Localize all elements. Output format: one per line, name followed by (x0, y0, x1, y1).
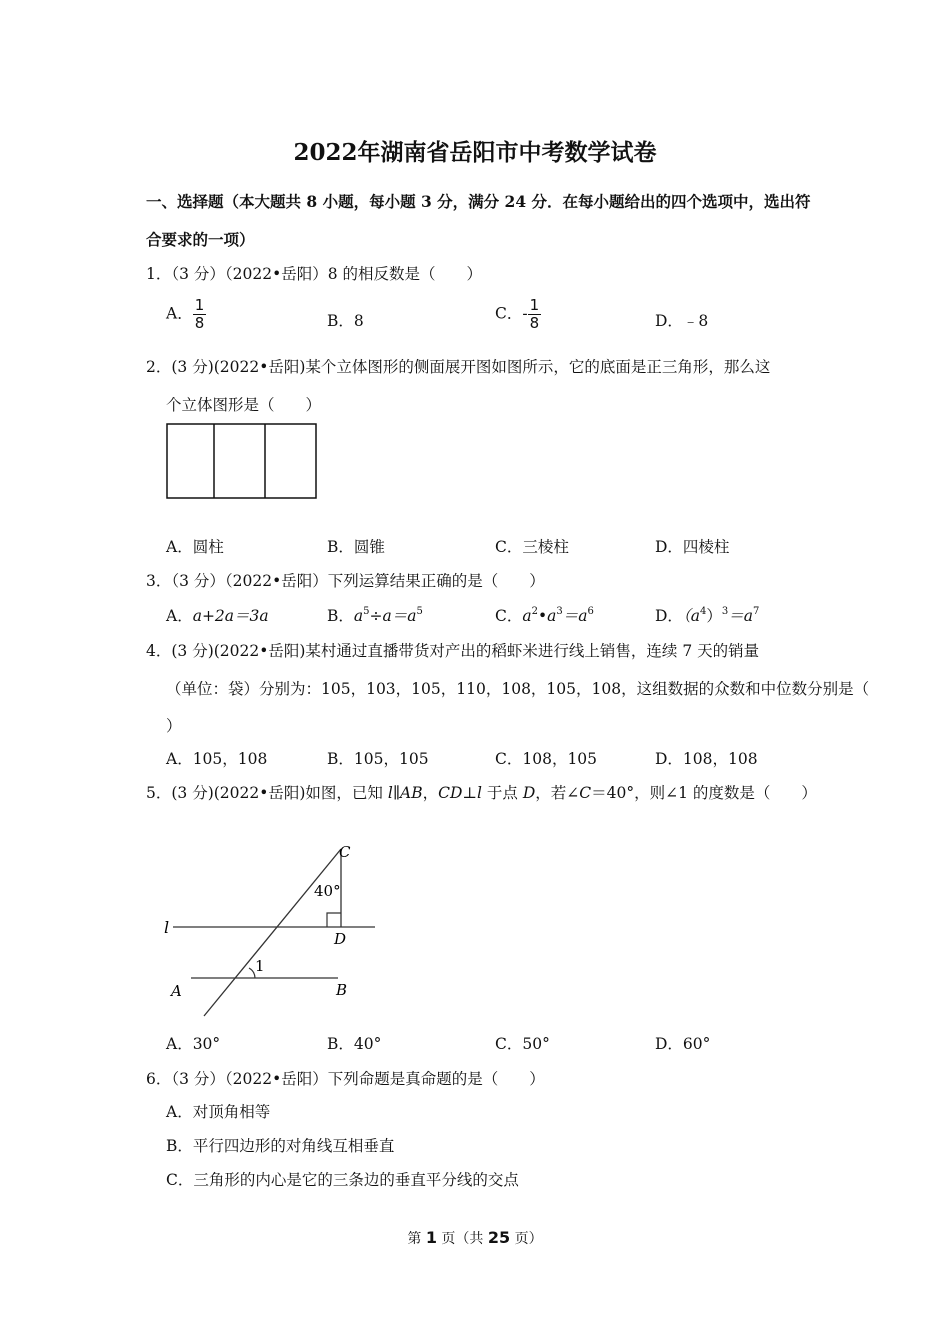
footer-total-pages: 25 (487, 1228, 511, 1247)
label-l: l (164, 918, 170, 937)
q1-option-a (166, 297, 206, 332)
section-heading-line1: 一、选择题（本大题共 8 小题，每小题 3 分，满分 24 分．在每小题给出的四个选项中，选出符 (146, 192, 811, 211)
q3-option-a (166, 604, 269, 626)
q2-net-figure (165, 422, 319, 500)
right-angle-mark (327, 913, 341, 927)
q3-d-eq: ＝a (728, 607, 753, 625)
q4-stem-line1: 4．(3 分)(2022•岳阳)某村通过直播带货对产出的稻虾米进行线上销售，连续 7 天的销量 (146, 642, 760, 660)
q6-option-c: C．三角形的内心是它的三条边的垂直平分线的交点 (166, 1171, 519, 1189)
q4-option-b: B．105，105 (327, 750, 429, 768)
q5-stem-c: C (579, 784, 592, 802)
q3-b-exp2: 5 (416, 606, 423, 617)
q5-stem-end: ＝40°，则∠1 的度数是（ ） (591, 784, 817, 802)
q2-option-a: A．圆柱 (166, 538, 224, 556)
q3-d-open: （a (682, 607, 700, 625)
q3-d-exp1: 4 (699, 606, 707, 617)
footer-post: 页） (510, 1231, 543, 1247)
q4-option-a: A．105，108 (166, 750, 268, 768)
q5-stem-mid2: 于点 (481, 784, 523, 802)
q6-stem: 6．（3 分）（2022•岳阳）下列命题是真命题的是（ ） (146, 1070, 545, 1088)
q5-option-c: C．50° (495, 1035, 550, 1053)
label-angle-1: 1 (255, 957, 265, 975)
q5-stem-l2: l (476, 784, 482, 802)
q2-option-b: B．圆锥 (327, 538, 385, 556)
q1-option-c (495, 297, 541, 332)
q4-option-d: D．108，108 (655, 750, 758, 768)
q4-stem-line2: （单位：袋）分别为：105，103，105，110，108，105，108，这组数据的众数和中位数分别是（ (166, 680, 870, 698)
q3-d-exp3: 7 (752, 606, 760, 617)
q1-stem: 1．（3 分）（2022•岳阳）8 的相反数是（ ） (146, 265, 483, 283)
q3-option-c (495, 604, 594, 626)
q1-c-fraction (528, 297, 542, 332)
q1-a-num: 1 (194, 296, 205, 314)
q5-geometry-figure (155, 835, 395, 1025)
q3-c-exp3: 6 (587, 606, 594, 617)
q2-stem-line1: 2．(3 分)(2022•岳阳)某个立体图形的侧面展开图如图所示，它的底面是正三角形，那么这 (146, 358, 771, 376)
q3-d-label: D． (655, 607, 683, 625)
q5-stem-d: D (522, 784, 536, 802)
q2-option-c: C．三棱柱 (495, 538, 569, 556)
q3-c-eq: ＝a (562, 607, 588, 625)
label-a: A (171, 982, 182, 1000)
page-footer (0, 1228, 950, 1248)
q3-stem: 3．（3 分）（2022•岳阳）下列运算结果正确的是（ ） (146, 572, 545, 590)
q5-stem-l: l (387, 784, 393, 802)
footer-mid: 页（共 (436, 1231, 488, 1247)
q3-a-label: A． (166, 607, 193, 625)
section-heading-line2: 合要求的一项） (146, 230, 255, 249)
q5-stem-cd: CD (438, 784, 463, 802)
label-c: C (339, 843, 351, 861)
q2-stem-line2: 个立体图形是（ ） (166, 396, 322, 414)
transversal (204, 849, 341, 1016)
q1-c-sign: - (522, 304, 528, 323)
label-angle-c: 40° (314, 882, 341, 900)
q3-b-label: B． (327, 607, 354, 625)
q4-option-c: C．108，105 (495, 750, 598, 768)
q1-c-label: C． (495, 304, 523, 323)
label-b: B (336, 981, 348, 999)
q5-stem-mid3: ，若∠ (535, 784, 580, 802)
q3-d-exp2: 3 (721, 606, 729, 617)
q1-option-b: B．8 (327, 312, 364, 330)
q3-option-d (655, 604, 759, 626)
q3-b-exp1: 5 (363, 606, 370, 617)
q1-a-fraction (193, 297, 207, 332)
q5-stem-ab: AB (400, 784, 423, 802)
footer-pre: 第 (407, 1231, 426, 1247)
label-d: D (334, 930, 347, 948)
q5-stem-comma: ， (422, 784, 439, 802)
q5-stem-pre: 5．(3 分)(2022•岳阳)如图，已知 (146, 784, 388, 802)
q1-a-den: 8 (194, 314, 205, 332)
q5-stem (146, 781, 817, 803)
q5-option-b: B．40° (327, 1035, 382, 1053)
q1-c-den: 8 (529, 314, 540, 332)
net-outline (167, 424, 316, 498)
q3-c-label: C． (495, 607, 523, 625)
q5-stem-parallel: ∥ (392, 784, 400, 802)
q1-option-d: D．﹣8 (655, 312, 709, 330)
q4-stem-line3: ） (166, 717, 182, 735)
q1-a-label: A． (166, 304, 193, 323)
q3-c-mid: •a (538, 607, 557, 625)
q3-c-base1: a (522, 607, 532, 625)
q3-c-exp1: 2 (531, 606, 538, 617)
q5-option-a: A．30° (166, 1035, 221, 1053)
q6-option-b: B．平行四边形的对角线互相垂直 (166, 1137, 395, 1155)
q5-stem-perp: ⊥ (462, 784, 477, 802)
q3-b-base1: a (353, 607, 364, 625)
q5-option-d: D．60° (655, 1035, 711, 1053)
q6-option-a: A．对顶角相等 (166, 1103, 271, 1121)
q3-c-exp2: 3 (556, 606, 563, 617)
q3-a-expr: a+2a＝3a (192, 607, 269, 625)
q3-option-b (327, 604, 423, 626)
q3-b-mid: ÷a＝a (369, 607, 417, 625)
q1-c-num: 1 (529, 296, 540, 314)
q3-d-close: ） (706, 607, 722, 625)
footer-page-number: 1 (425, 1228, 437, 1247)
page-title: 2022年湖南省岳阳市中考数学试卷 (293, 139, 657, 166)
q2-option-d: D．四棱柱 (655, 538, 730, 556)
